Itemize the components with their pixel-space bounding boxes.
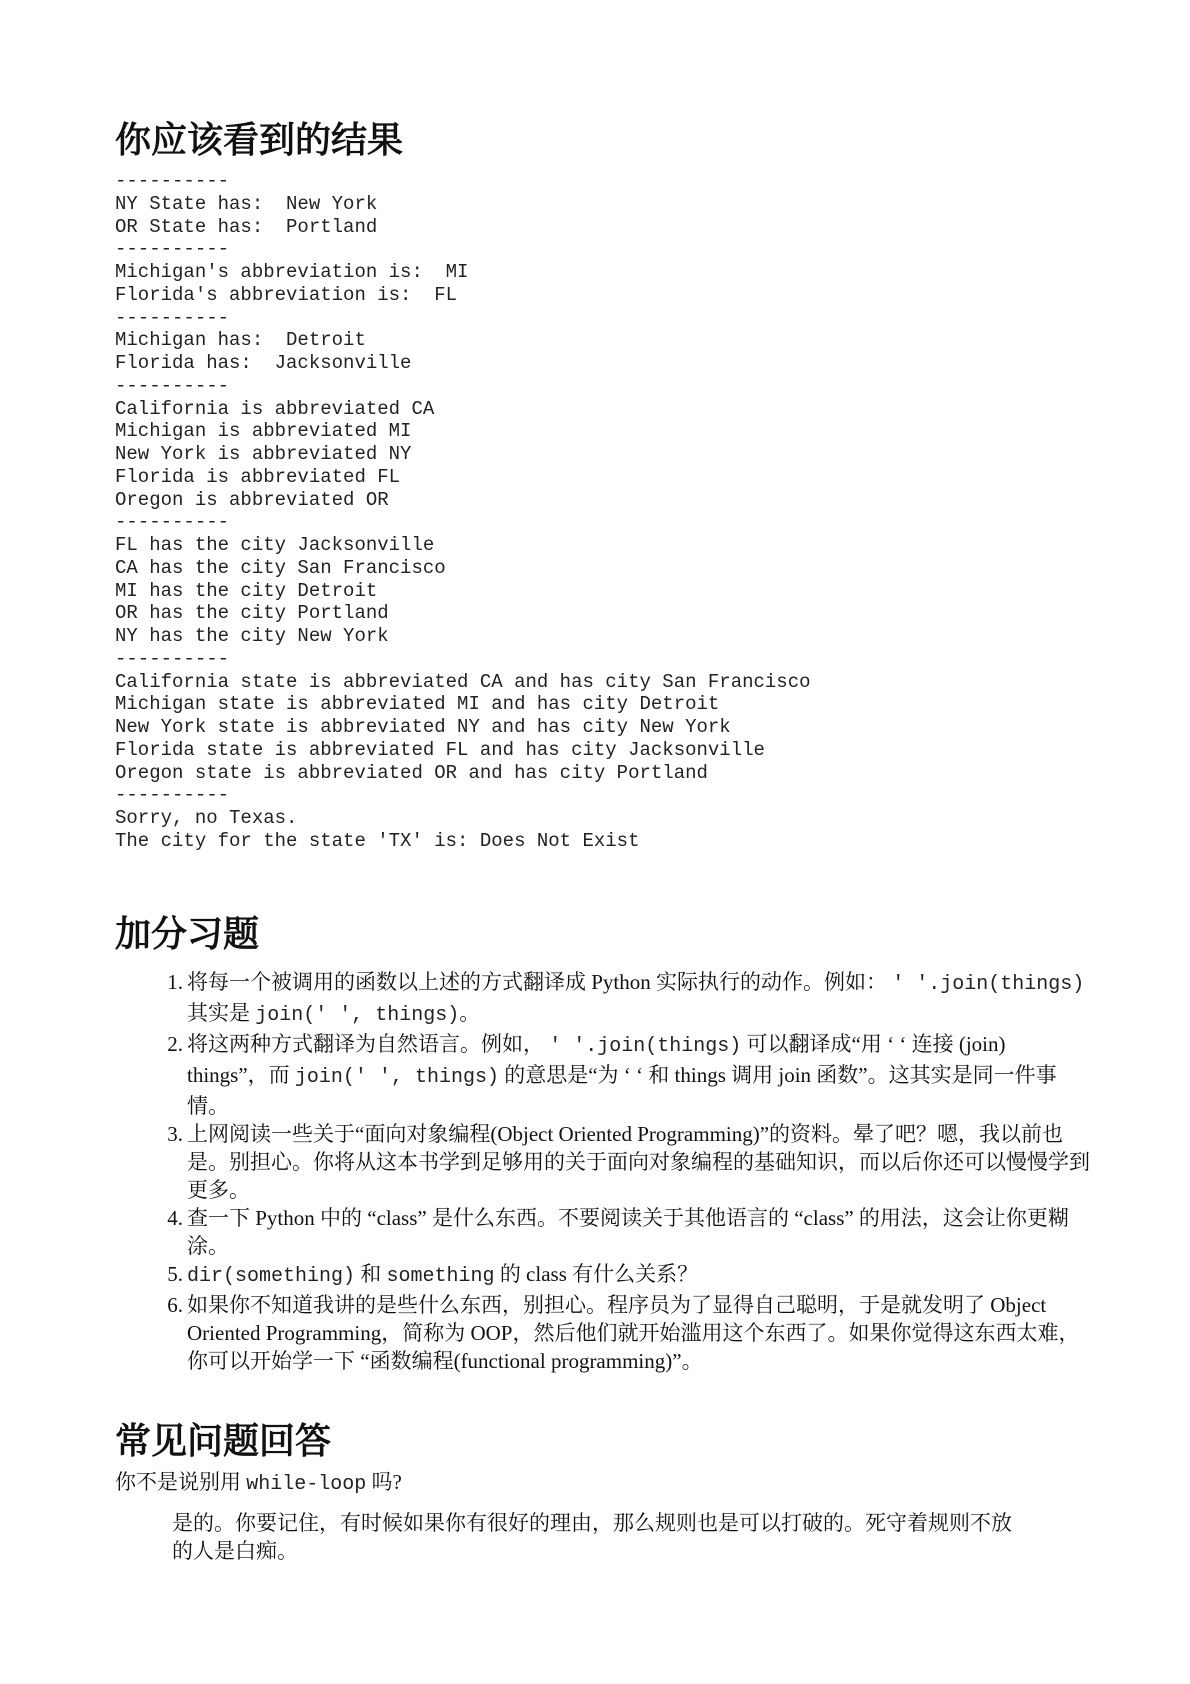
item-text: 如果你不知道我讲的是些什么东西，别担心。程序员为了显得自己聪明，于是就发明了 Object Oriented Programming，简称为 OOP，然后他们就开始滥用这个东西了。如果你觉得这东西太难，你可以开始学一下 “函数编程(functional programming)”。 <box>187 1293 1080 1373</box>
output-line: OR has the city Portland <box>115 602 389 625</box>
output-line: New York is abbreviated NY <box>115 443 412 465</box>
item-number: 6. <box>167 1293 183 1317</box>
output-line: CA has the city San Francisco <box>115 556 446 579</box>
extra-item-6 <box>115 1291 1090 1375</box>
output-line: Florida's abbreviation is: FL <box>115 283 458 306</box>
output-line: The city for the state 'TX' is: Does Not Exist <box>115 829 640 852</box>
output-line: Michigan state is abbreviated MI and has city Detroit <box>115 693 720 716</box>
output-line: NY State has: New York <box>115 192 378 215</box>
item-number: 3. <box>167 1122 183 1146</box>
extra-item-1 <box>115 968 1090 1030</box>
item-text: 其实是 <box>187 1001 250 1025</box>
inline-code: ' '.join(things) <box>549 1035 742 1058</box>
output-line: ---------- <box>115 511 230 534</box>
inline-code: join(' ', things) <box>294 1066 499 1089</box>
output-line: Michigan is abbreviated MI <box>115 420 412 443</box>
output-line: ---------- <box>115 647 230 670</box>
inline-code: join(' ', things) <box>255 1004 460 1027</box>
extra-item-3 <box>115 1120 1090 1204</box>
item-text: 的 class 有什么关系？ <box>499 1262 699 1286</box>
faq-question-text: 你不是说别用 <box>115 1470 241 1494</box>
output-line: Michigan has: Detroit <box>115 329 366 352</box>
output-line: ---------- <box>115 374 230 397</box>
item-text: 和 <box>360 1262 382 1286</box>
output-line: MI has the city Detroit <box>115 579 378 602</box>
output-line: New York state is abbreviated NY and has city New York <box>115 716 731 738</box>
output-line: Florida has: Jacksonville <box>115 352 412 374</box>
inline-code: something <box>386 1265 495 1288</box>
output-line: Oregon is abbreviated OR <box>115 488 389 511</box>
extra-item-2 <box>115 1030 1090 1120</box>
item-text: 的意思是“为 ‘ ‘ 和 things 调用 join 函数”。这其实是同一件事情。 <box>187 1063 1057 1118</box>
output-line: Florida state is abbreviated FL and has city Jacksonville <box>115 738 765 761</box>
program-output-block <box>115 170 811 853</box>
item-text: 将每一个被调用的函数以上述的方式翻译成 Python 实际执行的动作。例如： <box>187 970 888 994</box>
output-line: ---------- <box>115 238 230 261</box>
extra-credit-list <box>115 968 1090 1375</box>
inline-code: dir(something) <box>187 1265 356 1288</box>
faq-question-text: 吗? <box>371 1470 402 1494</box>
inline-code: ' '.join(things) <box>892 973 1085 996</box>
output-line: California is abbreviated CA <box>115 397 435 420</box>
output-line: ---------- <box>115 306 230 329</box>
output-line: Michigan's abbreviation is: MI <box>115 261 469 283</box>
output-line: NY has the city New York <box>115 625 389 647</box>
output-line: Oregon state is abbreviated OR and has city Portland <box>115 761 708 784</box>
faq-question <box>115 1468 402 1499</box>
item-number: 2. <box>167 1032 183 1056</box>
faq-answer: 是的。你要记住，有时候如果你有很好的理由，那么规则也是可以打破的。死守着规则不放的人是白痴。 <box>172 1511 1012 1563</box>
inline-code: while-loop <box>246 1473 367 1496</box>
output-line: FL has the city Jacksonville <box>115 534 435 556</box>
item-text: 将这两种方式翻译为自然语言。例如， <box>187 1032 544 1056</box>
item-number: 1. <box>167 970 183 994</box>
extra-item-4 <box>115 1204 1090 1260</box>
result-heading: 你应该看到的结果 <box>115 120 404 161</box>
item-text: 可以翻译成“用 ‘ ‘ 连接 (join) things”，而 <box>187 1032 1006 1087</box>
output-line: Florida is abbreviated FL <box>115 465 401 488</box>
extra-item-5 <box>115 1260 1090 1291</box>
item-number: 4. <box>167 1206 183 1230</box>
output-line: California state is abbreviated CA and has city San Francisco <box>115 670 811 693</box>
faq-heading: 常见问题回答 <box>115 1421 332 1462</box>
output-line: ---------- <box>115 784 230 807</box>
item-text: 上网阅读一些关于“面向对象编程(Object Oriented Programming)”的资料。晕了吧？嗯，我以前也是。别担心。你将从这本书学到足够用的关于面向对象编程的基础知识，而以后你还可以慢慢学到更多。 <box>187 1122 1090 1202</box>
output-line: OR State has: Portland <box>115 215 378 238</box>
item-text: 查一下 Python 中的 “class” 是什么东西。不要阅读关于其他语言的 “class” 的用法，这会让你更糊涂。 <box>187 1206 1069 1258</box>
item-number: 5. <box>167 1262 183 1286</box>
output-line: ---------- <box>115 170 230 192</box>
extra-credit-heading: 加分习题 <box>115 914 260 955</box>
output-line: Sorry, no Texas. <box>115 807 298 829</box>
item-text: 。 <box>459 1001 481 1025</box>
